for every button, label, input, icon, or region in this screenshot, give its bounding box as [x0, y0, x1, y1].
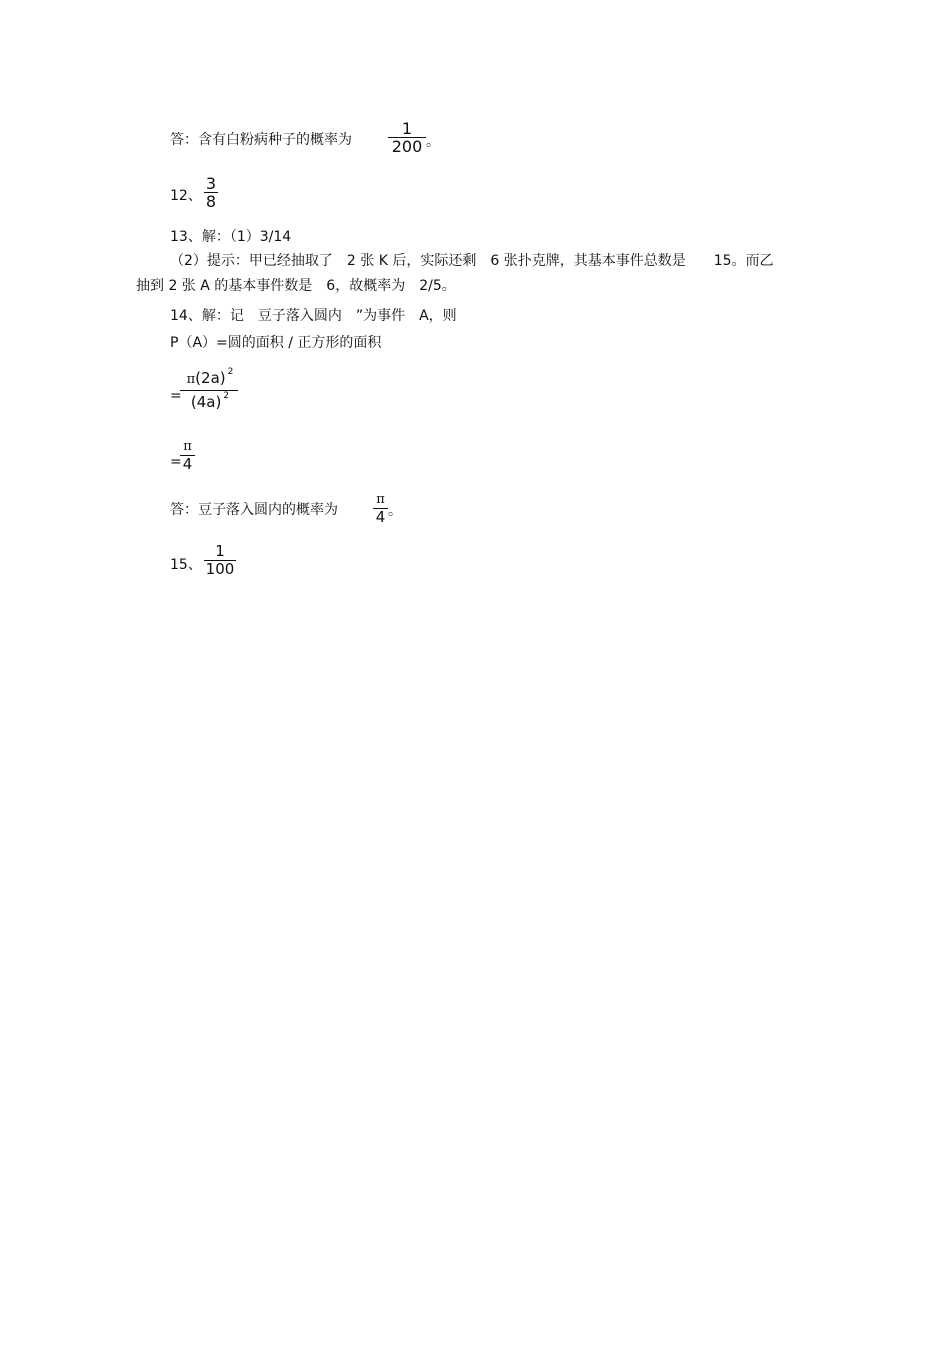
- q14-step1-num-base: (2a): [195, 369, 226, 387]
- q11-fraction: [388, 120, 426, 155]
- q12-fraction: [204, 175, 218, 210]
- q14-step1-numerator: [186, 367, 234, 390]
- q14-step1-den-exp: 2: [223, 391, 230, 401]
- q11-denominator: 200: [391, 137, 423, 156]
- q12-numerator: 3: [205, 174, 217, 193]
- q14-step2-fraction: [180, 438, 195, 473]
- q15-denominator: 100: [205, 560, 235, 578]
- q14-answer-text: 答：豆子落入圆内的概率为: [170, 502, 338, 518]
- q14-period: 。: [388, 503, 402, 519]
- q12-denominator: 8: [205, 192, 217, 211]
- q15-fraction: [204, 543, 236, 578]
- q15-numerator: 1: [215, 542, 225, 560]
- q13-line-3: 抽到 2 张 A 的基本事件数是 6，故概率为 2/5。: [136, 278, 456, 294]
- q14-answer-numerator: π: [376, 492, 385, 507]
- q14-line-2: P（A）=圆的面积 / 正方形的面积: [170, 335, 382, 351]
- q13-line-2: （2）提示：甲已经抽取了 2 张 K 后，实际还剩 6 张扑克牌，其基本事件总数是 15。而乙: [170, 253, 774, 269]
- q14-answer-denominator: 4: [375, 508, 386, 526]
- q11-answer-text: 答：含有白粉病种子的概率为: [170, 132, 352, 148]
- q14-step1-den-base: (4a): [190, 393, 222, 411]
- q13-line-1: 13、解：（1）3/14: [170, 229, 292, 245]
- q14-step1-fraction: [180, 367, 238, 414]
- equals-sign: =: [170, 454, 182, 470]
- q14-line-1: 14、解：记 豆子落入圆内 ”为事件 A，则: [170, 308, 457, 324]
- q12-label: 12、: [170, 188, 202, 204]
- q11-period: 。: [426, 134, 440, 150]
- pi-symbol: π: [186, 372, 196, 387]
- q14-answer-fraction: [373, 491, 388, 526]
- q14-step2-denominator: 4: [182, 455, 193, 473]
- q14-step1-num-exp: 2: [227, 367, 234, 377]
- q14-step2-numerator: π: [183, 439, 192, 454]
- equals-sign: =: [170, 388, 182, 404]
- q15-label: 15、: [170, 557, 202, 573]
- q14-step1-denominator: [190, 391, 230, 414]
- q11-numerator: 1: [401, 119, 413, 138]
